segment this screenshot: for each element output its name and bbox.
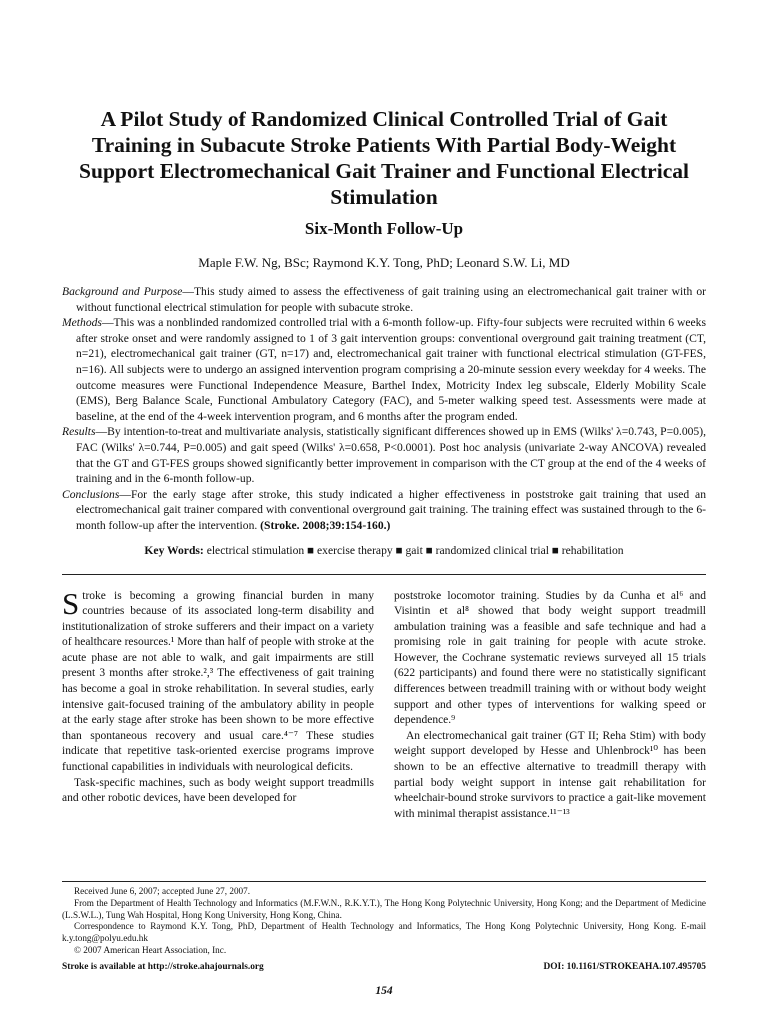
abstract-methods-text: —This was a nonblinded randomized controlled trial with a 6-month follow-up. Fifty-four subjects were recruited within 6 weeks after stroke onset and were randomly assigned to 1 of 3 gait intervention groups: conventional overground gait training treatment (CT, n=21), electromechanical gait trainer (GT, n=17) and, electromechanical gait trainer with functional electrical stimulation (GT-FES, n=16). All subjects were to undergo an assigned intervention program comprising a 20-minute session every weekday for 4 weeks. The outcome measures were Functional Independence Measure, Barthel Index, Motricity Index leg subscale, Elderly Mobility Scale (EMS), Berg Balance Scale, Functional Ambulatory Category (FAC), and 5-meter walking speed test. Assessments were made at baseline, at the end of the 4-week intervention program, and 6 months after the program ended. — [76, 316, 706, 423]
keywords — [62, 544, 706, 557]
abstract-conclusions-text: —For the early stage after stroke, this study indicated a higher effectiveness in poststroke gait training that used an electromechanical gait trainer compared with conventional overground gait training. The training effect was sustained through to the 6-month follow-up after the intervention. — [76, 487, 706, 532]
body-column-right — [394, 589, 706, 823]
abstract-conclusions — [62, 487, 706, 534]
page-footer — [62, 962, 706, 972]
abstract-results-text: —By intention-to-treat and multivariate analysis, statistically significant differences showed up in EMS (Wilks' λ=0.743, P=0.005), FAC (Wilks' λ=0.744, P=0.005) and gait speed (Wilks' λ=0.658, P<0.0001). Post hoc analysis (univariate 2-way ANCOVA) revealed that the GT and GT-FES groups showed significantly better improvement in comparison with the CT group at the end of the 4 weeks of training and in the 6-month follow-up. — [76, 425, 706, 486]
body-paragraph: poststroke locomotor training. Studies by da Cunha et al⁶ and Visintin et al⁸ showed that body weight support treadmill ambulation training was a feasible and safe technique and had a promising role in gait training for people with acute stroke. However, the Cochrane systematic reviews surveyed all 15 trials (622 participants) and found there were no statistically significant differences between treadmill training with or without body weight support and other types of interventions for walking speed or dependence.⁹ — [394, 589, 706, 727]
body-paragraph: Task-specific machines, such as body weight support treadmills and other robotic devices, have been developed for — [62, 776, 374, 805]
abstract-background — [62, 284, 706, 315]
section-divider — [62, 574, 706, 575]
abstract-background-text: —This study aimed to assess the effectiveness of gait training using an electromechanical gait trainer with or without functional electrical stimulation for people with subacute stroke. — [76, 285, 706, 314]
abstract-conclusions-label: Conclusions — [62, 487, 120, 501]
body-paragraph: An electromechanical gait trainer (GT II; Reha Stim) with body weight support developed by Hesse and Uhlenbrock¹⁰ has been shown to be an effective alternative to treadmill therapy with partial body weight support in intense gait rehabilitation for wheelchair-bound stroke survivors to practice a gait-like movement with minimal therapist assistance.¹¹⁻¹³ — [394, 729, 706, 820]
drop-cap: S — [62, 585, 80, 621]
body-paragraph-text: troke is becoming a growing financial burden in many countries because of its associated long-term disability and institutionalization of stroke sufferers and their impact on a variety of healthcare resources.¹ More than half of people with stroke at the acute phase are not able to walk, and gait impairments are still present 3 months after stroke.²,³ The effectiveness of gait training has become a goal in stroke rehabilitation. In several studies, early intensive gait-focused training of the ambulatory ability in people at the early stage after stroke has been shown to be more effective than spontaneous recovery and usual care.⁴⁻⁷ These studies indicate that repetitive task-oriented exercise programs improve functional capabilities in individuals with neurological deficits. — [62, 589, 374, 774]
article-body — [62, 585, 706, 823]
footnote-received: Received June 6, 2007; accepted June 27, 2007. — [74, 886, 251, 896]
footnote-affiliations: From the Department of Health Technology and Informatics (M.F.W.N., R.K.Y.T.), The Hong Kong Polytechnic University, Hong Kong; and the Department of Medicine (L.S.W.L.), Tung Wah Hospital, Hong Kong University, Hong Kong, China. — [62, 897, 706, 920]
author-list: Maple F.W. Ng, BSc; Raymond K.Y. Tong, PhD; Leonard S.W. Li, MD — [198, 255, 570, 270]
article-title: A Pilot Study of Randomized Clinical Controlled Trial of Gait Training in Subacute Stroke Patients With Partial Body-Weight Support Electromechanical Gait Trainer and Functional Electrical Stimulation — [79, 107, 689, 209]
body-column-left — [62, 585, 374, 823]
abstract-results — [62, 424, 706, 486]
article-subtitle: Six-Month Follow-Up — [304, 219, 464, 238]
footnotes — [62, 881, 706, 957]
page-number: 154 — [375, 985, 393, 997]
abstract-background-label: Background and Purpose — [62, 285, 183, 298]
abstract-methods — [62, 315, 706, 424]
body-paragraph — [62, 585, 374, 776]
keywords-label: Key Words: — [144, 543, 204, 557]
abstract-results-label: Results — [62, 425, 96, 439]
footnote-copyright: © 2007 American Heart Association, Inc. — [74, 944, 227, 955]
abstract — [62, 284, 706, 534]
footnote-correspondence: Correspondence to Raymond K.Y. Tong, PhD, Department of Health Technology and Informatics, The Hong Kong Polytechnic University, Hong Kong. E-mail k.y.tong@polyu.edu.hk — [62, 921, 706, 944]
abstract-citation: (Stroke. 2008;39:154-160.) — [260, 518, 391, 532]
doi: DOI: 10.1161/STROKEAHA.107.495705 — [543, 962, 706, 972]
keywords-text: electrical stimulation ■ exercise therapy ■ gait ■ randomized clinical trial ■ rehabilitation — [206, 543, 624, 557]
footnote-divider — [62, 881, 706, 882]
journal-url-line[interactable]: Stroke is available at http://stroke.ahajournals.org — [62, 962, 264, 972]
abstract-methods-label: Methods — [62, 316, 102, 330]
